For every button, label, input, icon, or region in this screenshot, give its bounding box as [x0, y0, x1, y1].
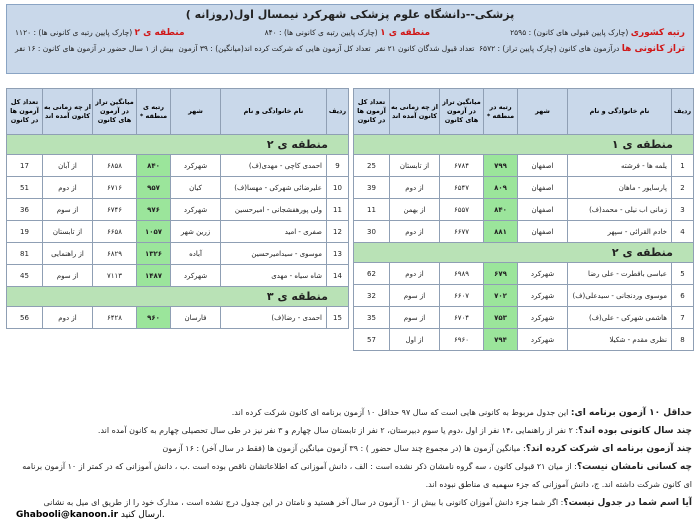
column-header: میانگین تراز در آزمون های کانون	[440, 89, 484, 135]
region-label: منطقه ی ۳	[7, 287, 349, 307]
summary-header	[6, 4, 694, 74]
exam-count-avg: تعداد کل آزمون هایی که شرکت کرده اند(میانگین) : ۳۹ آزمون	[178, 44, 371, 53]
table-row	[354, 263, 694, 285]
exam-count: 39	[354, 177, 390, 199]
average-taraz: ۶۹۸۹	[440, 263, 484, 285]
student-name: پارسایور - ماهان	[568, 177, 672, 199]
joined-since: از دوم	[390, 177, 440, 199]
row-number: 2	[672, 177, 694, 199]
column-header: میانگین تراز در آزمون های کانون	[93, 89, 137, 135]
contact-line	[16, 510, 165, 520]
joined-since: از آبان	[43, 155, 93, 177]
city: کیان	[171, 177, 221, 199]
student-name: شاه سیاه - مهدی	[221, 265, 327, 287]
right-table	[353, 88, 694, 351]
table-row	[7, 221, 349, 243]
joined-since: از بهمن	[390, 199, 440, 221]
contact-suffix: ارسال کنید.	[120, 510, 165, 520]
region-rank: ۷۹۹	[484, 155, 518, 177]
joined-since: از تابستان	[390, 155, 440, 177]
row-number: 9	[327, 155, 349, 177]
exam-count: 56	[7, 307, 43, 329]
row-number: 5	[672, 263, 694, 285]
city: شهرکرد	[171, 199, 221, 221]
exam-count: 30	[354, 221, 390, 243]
city: فارسان	[171, 307, 221, 329]
note-missing: چه کسانی نامشان نیست؟: از میان ۲۱ قبولی کانون ، سه گروه نامشان ذکر نشده است : الف ، دانش آموزانی که اطلاعاتشان ناقص بوده است .ب ، دانش آموزانی که در کمتر از ۱۰ آزمون برنامه	[22, 462, 692, 472]
average-taraz: ۶۵۵۷	[440, 199, 484, 221]
right-table-header	[354, 89, 694, 135]
region-label: منطقه ی ۲	[354, 243, 694, 263]
joined-since: از دوم	[43, 177, 93, 199]
region-row	[354, 243, 694, 263]
joined-since: از اول	[390, 329, 440, 351]
row-number: 8	[672, 329, 694, 351]
average-taraz: ۷۱۱۳	[93, 265, 137, 287]
column-header: تعداد کل آزمون ها در کانون	[7, 89, 43, 135]
exam-count: 36	[7, 199, 43, 221]
city: اصفهان	[518, 199, 568, 221]
average-taraz: ۶۷۰۴	[440, 307, 484, 329]
region-rank: ۷۹۴	[484, 329, 518, 351]
table-row	[354, 199, 694, 221]
row-number: 13	[327, 243, 349, 265]
region-rank: ۹۵۷	[137, 177, 171, 199]
student-name: عباسی بافطرت - علی رضا	[568, 263, 672, 285]
joined-since: از سوم	[390, 307, 440, 329]
region-rank: ۶۷۹	[484, 263, 518, 285]
region-rank: ۱۳۲۶	[137, 243, 171, 265]
table-row	[354, 307, 694, 329]
joined-since: از سوم	[43, 265, 93, 287]
note-years: چند سال کانونی بوده اند؟: ۲ نفر از راهنمایی ،۱۴ نفر از اول ،دوم یا سوم دبیرستان، ۲ نفر از تابستان سال چهارم و ۳ نفر نیز در طی سال تحصیلی چهارم به کانون آمده اند.	[97, 426, 692, 436]
row-number: 7	[672, 307, 694, 329]
column-header: ردیف	[672, 89, 694, 135]
city: اصفهان	[518, 221, 568, 243]
table-row	[7, 307, 349, 329]
exam-count: 19	[7, 221, 43, 243]
left-table	[6, 88, 349, 329]
region-rank: ۸۸۱	[484, 221, 518, 243]
note-not-listed: آیا اسم شما در جدول نیست؟: اگر شما جزء دانش آموزان کانونی با بیش از ۱۰ آزمون در سال آخر هستید و نامتان در این جدول درج نشده است ، مدارک خود را از طریق ای میل به نشانی	[43, 498, 692, 508]
city: شهرکرد	[171, 155, 221, 177]
table-row	[7, 265, 349, 287]
average-taraz: ۶۷۴۶	[93, 199, 137, 221]
region-label: منطقه ی ۲	[7, 135, 349, 155]
average-taraz: ۶۷۸۴	[440, 155, 484, 177]
table-row	[354, 221, 694, 243]
city: شهرکرد	[518, 329, 568, 351]
region-row	[7, 135, 349, 155]
exam-count: 35	[354, 307, 390, 329]
table-row	[354, 329, 694, 351]
region2-rank: منطقه ی ۲ (چارک پایین رتبه ی کانونی ها) : ۱۱۲۰	[15, 28, 185, 38]
table-row	[7, 199, 349, 221]
row-number: 14	[327, 265, 349, 287]
city: اصفهان	[518, 177, 568, 199]
city: شهرکرد	[518, 263, 568, 285]
average-taraz: ۶۵۴۷	[440, 177, 484, 199]
column-header: از چه زمانی به کانون آمده اند	[390, 89, 440, 135]
exam-count: 32	[354, 285, 390, 307]
table-row	[354, 177, 694, 199]
city: شهرکرد	[171, 265, 221, 287]
region-rank: ۷۵۳	[484, 307, 518, 329]
student-name: زمانی اب نیلی - محمد(ف)	[568, 199, 672, 221]
exam-count: 17	[7, 155, 43, 177]
city: زرین شهر	[171, 221, 221, 243]
region-rank: ۹۶۰	[137, 307, 171, 329]
region-rank: ۱۴۸۷	[137, 265, 171, 287]
region1-rank: منطقه ی ۱ (چارک پایین رتبه ی کانونی ها) : ۸۴۰	[264, 28, 431, 38]
joined-since: از سوم	[43, 199, 93, 221]
student-name: احمدی - رضا(ف)	[221, 307, 327, 329]
city: اصفهان	[518, 155, 568, 177]
average-taraz: ۶۶۵۸	[93, 221, 137, 243]
column-header: نام خانوادگی و نام	[568, 89, 672, 135]
region-label: منطقه ی ۱	[354, 135, 694, 155]
row-number: 6	[672, 285, 694, 307]
row-number: 12	[327, 221, 349, 243]
column-header: نام خانوادگی و نام	[221, 89, 327, 135]
note-exam-count: چند آزمون برنامه ای شرکت کرده اند؟: میانگین آزمون ها (در مجموع چند سال حضور ) : ۳۹ آزمون میانگین آزمون ها (فقط در سال آخر) : ۱۶ آزمون	[162, 444, 692, 454]
taraz-info: تراز کانونی ها درآزمون های کانون (چارک پایین تراز) : ۶۵۷۲	[479, 44, 685, 54]
average-taraz: ۶۸۲۹	[93, 243, 137, 265]
student-name: صفری - امید	[221, 221, 327, 243]
exam-count: 11	[354, 199, 390, 221]
student-name: موسوی - سیدامیرحسین	[221, 243, 327, 265]
student-name: نظری مقدم - شکیلا	[568, 329, 672, 351]
city: شهرکرد	[518, 307, 568, 329]
notes-section	[8, 404, 692, 512]
note-missing-cont: ای کانون شرکت داشته اند. ج، دانش آموزانی که جزء سهمیه ی مناطق نبوده اند.	[425, 480, 692, 489]
column-header: شهر	[518, 89, 568, 135]
contact-email[interactable]: Ghabooli@kanoon.ir	[16, 510, 119, 520]
average-taraz: ۶۹۶۰	[440, 329, 484, 351]
region-rank: ۱۰۵۷	[137, 221, 171, 243]
summary-row-2	[7, 41, 693, 57]
exam-count: 25	[354, 155, 390, 177]
note-min-exams: حداقل ۱۰ آزمون برنامه ای: این جدول مربوط به کانونی هایی است که سال ۹۷ حداقل ۱۰ آزمون برنامه ای کانون شرکت کرده اند.	[231, 408, 692, 418]
joined-since: از راهنمایی	[43, 243, 93, 265]
table-row	[354, 155, 694, 177]
row-number: 10	[327, 177, 349, 199]
average-taraz: ۶۸۵۸	[93, 155, 137, 177]
region-rank: ۸۰۹	[484, 177, 518, 199]
city: شهرکرد	[518, 285, 568, 307]
page-title: پزشکی--دانشگاه علوم پزشکی شهرکرد نیمسال اول(روزانه )	[185, 8, 515, 21]
left-table-header	[7, 89, 349, 135]
presence-count: بیش از ۱ سال حضور در آزمون های کانون : ۱۶ نفر	[15, 44, 174, 53]
column-header: تعداد کل آزمون ها در کانون	[354, 89, 390, 135]
table-row	[7, 155, 349, 177]
region-rank: ۹۷۶	[137, 199, 171, 221]
column-header: شهر	[171, 89, 221, 135]
city: آباده	[171, 243, 221, 265]
exam-count: 57	[354, 329, 390, 351]
region-row	[354, 135, 694, 155]
row-number: 15	[327, 307, 349, 329]
table-row	[354, 285, 694, 307]
joined-since: از دوم	[390, 221, 440, 243]
average-taraz: ۶۴۲۸	[93, 307, 137, 329]
joined-since: از تابستان	[43, 221, 93, 243]
student-name: ولی پورهفشجانی - امیرحسین	[221, 199, 327, 221]
row-number: 11	[327, 199, 349, 221]
student-name: خادم القرائی - سپهر	[568, 221, 672, 243]
column-header: رتبه ی منطقه *	[137, 89, 171, 135]
region-row	[7, 287, 349, 307]
region-rank: ۷۰۲	[484, 285, 518, 307]
average-taraz: ۶۶۷۷	[440, 221, 484, 243]
row-number: 1	[672, 155, 694, 177]
exam-count: 81	[7, 243, 43, 265]
row-number: 4	[672, 221, 694, 243]
summary-row-1	[7, 25, 693, 41]
exam-count: 62	[354, 263, 390, 285]
joined-since: از سوم	[390, 285, 440, 307]
admitted-count: تعداد قبول شدگان کانون ۲۱ نفر	[375, 44, 475, 53]
joined-since: از دوم	[43, 307, 93, 329]
average-taraz: ۶۶۰۷	[440, 285, 484, 307]
student-name: علیرضائی شهرکی - مهسا(ف)	[221, 177, 327, 199]
region-rank: ۸۴۰	[484, 199, 518, 221]
joined-since: از دوم	[390, 263, 440, 285]
national-rank: رتبه کشوری (چارک پایین قبولی های کانون) : ۲۵۹۵	[510, 28, 685, 38]
row-number: 3	[672, 199, 694, 221]
average-taraz: ۶۷۱۶	[93, 177, 137, 199]
student-name: یلمه ها - فرشته	[568, 155, 672, 177]
column-header: رتبه در منطقه *	[484, 89, 518, 135]
table-row	[7, 243, 349, 265]
student-name: احمدی کاچی - مهدی(ف)	[221, 155, 327, 177]
student-name: موسوی وردنجانی - سیدعلی(ف)	[568, 285, 672, 307]
table-row	[7, 177, 349, 199]
exam-count: 51	[7, 177, 43, 199]
student-name: هاشمی شهرکی - علی(ف)	[568, 307, 672, 329]
column-header: ردیف	[327, 89, 349, 135]
column-header: از چه زمانی به کانون آمده اند	[43, 89, 93, 135]
exam-count: 45	[7, 265, 43, 287]
region-rank: ۸۴۰	[137, 155, 171, 177]
